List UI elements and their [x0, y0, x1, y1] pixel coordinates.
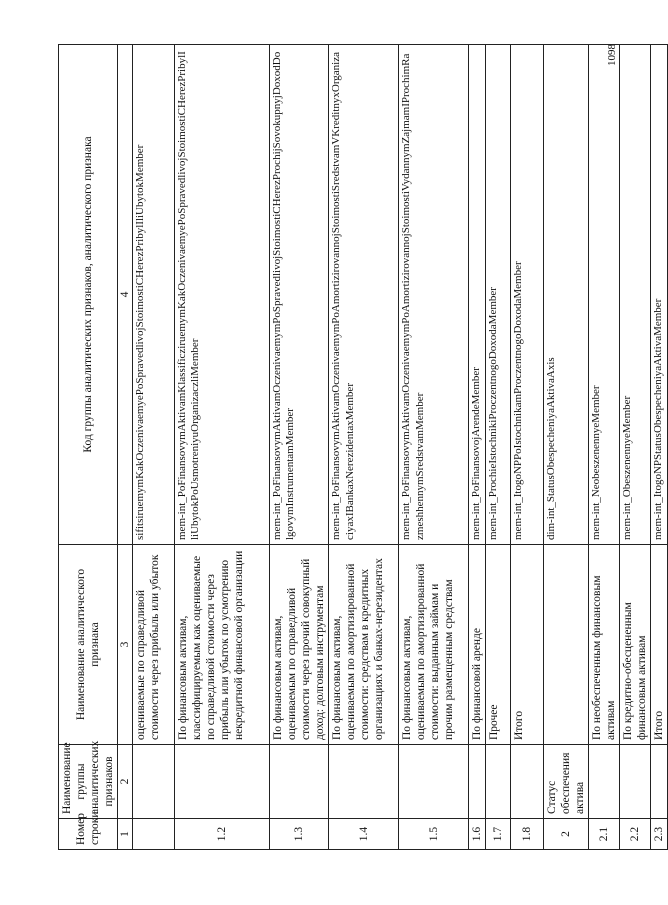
header-row-number: Номер строки — [59, 819, 118, 850]
feature-name-cell: Итого — [651, 545, 668, 745]
table-row — [399, 45, 469, 850]
row-number: 1.6 — [469, 819, 486, 850]
column-number: 4 — [118, 45, 133, 545]
table-row — [651, 45, 668, 850]
table-header-row — [59, 45, 118, 850]
table-row — [544, 45, 589, 850]
feature-name-cell: По финансовым активам, оцениваемым по амортизированной стоимости: выданным займам и прочим размещенным средствам — [399, 545, 469, 745]
table-row — [270, 45, 329, 850]
row-number: 2.2 — [620, 819, 651, 850]
group-name-cell — [270, 745, 329, 819]
group-name-cell — [175, 745, 270, 819]
table-row — [329, 45, 399, 850]
group-name-cell — [511, 745, 544, 819]
group-name-cell: Статус обеспечения актива — [544, 745, 589, 819]
header-group-name: Наименование группы аналитических признаков — [59, 745, 118, 819]
feature-name-cell: По кредитно-обесцененным финансовым активам — [620, 545, 651, 745]
code-cell: mem-int_PoFinansovymAktivamKlassificziruemymKakOczenivaemyePoSpravedlivojStoimostiCHerezPribylIliUbytokPoUsmotreniyuOrganizaczliMember — [175, 45, 270, 545]
group-name-cell — [486, 745, 511, 819]
feature-name-cell: оцениваемые по справедливой стоимости через прибыль или убыток — [133, 545, 175, 745]
feature-name-cell: По необеспеченным финансовым активам — [589, 545, 620, 745]
feature-name-cell: По финансовым активам, оцениваемым по справедливой стоимости через прочий совокупный доход: долговым инструментам — [270, 545, 329, 745]
code-cell: sifitsiruemymKakOczenivaemyePoSpravedlivojStoimostiCHerezPribylIliUbytokMember — [133, 45, 175, 545]
group-name-cell — [651, 745, 668, 819]
feature-name-cell: По финансовым активам, оцениваемым по амортизированной стоимости: средствам в кредитных организациях и банках-нерезидентах — [329, 545, 399, 745]
table-row — [133, 45, 175, 850]
feature-name-cell — [544, 545, 589, 745]
page-number: 1098 — [606, 44, 618, 66]
table-row — [589, 45, 620, 850]
row-number: 1.4 — [329, 819, 399, 850]
group-name-cell — [133, 745, 175, 819]
table-row — [486, 45, 511, 850]
row-number — [133, 819, 175, 850]
code-cell: mem-int_PoFinansovymAktivamOczenivaemymPoAmortizirovannojStoimostiVydannymZajmamIProchimRazmeshhennymSredstvamMember — [399, 45, 469, 545]
table-row — [175, 45, 270, 850]
row-number: 1.7 — [486, 819, 511, 850]
code-cell: mem-int_ProchieIstochnikiProczentnogoDoxodaMember — [486, 45, 511, 545]
column-number: 1 — [118, 819, 133, 850]
row-number: 1.5 — [399, 819, 469, 850]
table-row — [620, 45, 651, 850]
feature-name-cell: Прочее — [486, 545, 511, 745]
table-row — [511, 45, 544, 850]
group-name-cell — [620, 745, 651, 819]
header-feature-name: Наименование аналитического признака — [59, 545, 118, 745]
code-cell: mem-int_PoFinansovymAktivamOczenivaemymPoAmortizirovannojStoimostiSredstvamVKreditnyxOrganizaciyaxIBankaxNerezidentaxMember — [329, 45, 399, 545]
feature-name-cell: По финансовой аренде — [469, 545, 486, 745]
code-cell: dim-int_StatusObespecheniyaAktivaAxis — [544, 45, 589, 545]
analytic-features-table — [58, 44, 668, 850]
header-code: Код группы аналитических признаков, аналитического признака — [59, 45, 118, 545]
row-number: 2 — [544, 819, 589, 850]
feature-name-cell: По финансовым активам, классифицируемым как оцениваемые по справедливой стоимости через прибыль или убыток по усмотрению некредитной финансовой организации — [175, 545, 270, 745]
code-cell: mem-int_PoFinansovymAktivamOczenivaemymPoSpravedlivojStoimostiCHerezProchijSovokupnyjDoxodDolgovymInstrumentamMember — [270, 45, 329, 545]
code-cell: mem-int_ObeszenennyeMember — [620, 45, 651, 545]
column-number: 2 — [118, 745, 133, 819]
row-number: 1.2 — [175, 819, 270, 850]
column-number: 3 — [118, 545, 133, 745]
row-number: 1.8 — [511, 819, 544, 850]
group-name-cell — [399, 745, 469, 819]
column-number-row — [118, 45, 133, 850]
code-cell: mem-int_PoFinansovojArendeMember — [469, 45, 486, 545]
code-cell: mem-int_ItogoNPStatusObespecheniyaAktivaMember — [651, 45, 668, 545]
code-cell: mem-int_NeobeszenennyeMember — [589, 45, 620, 545]
row-number: 2.1 — [589, 819, 620, 850]
row-number: 1.3 — [270, 819, 329, 850]
group-name-cell — [329, 745, 399, 819]
row-number: 2.3 — [651, 819, 668, 850]
code-cell: mem-int_ItogoNPPoIstochnikamProczentnogoDoxodaMember — [511, 45, 544, 545]
group-name-cell — [589, 745, 620, 819]
feature-name-cell: Итого — [511, 545, 544, 745]
group-name-cell — [469, 745, 486, 819]
table-row — [469, 45, 486, 850]
